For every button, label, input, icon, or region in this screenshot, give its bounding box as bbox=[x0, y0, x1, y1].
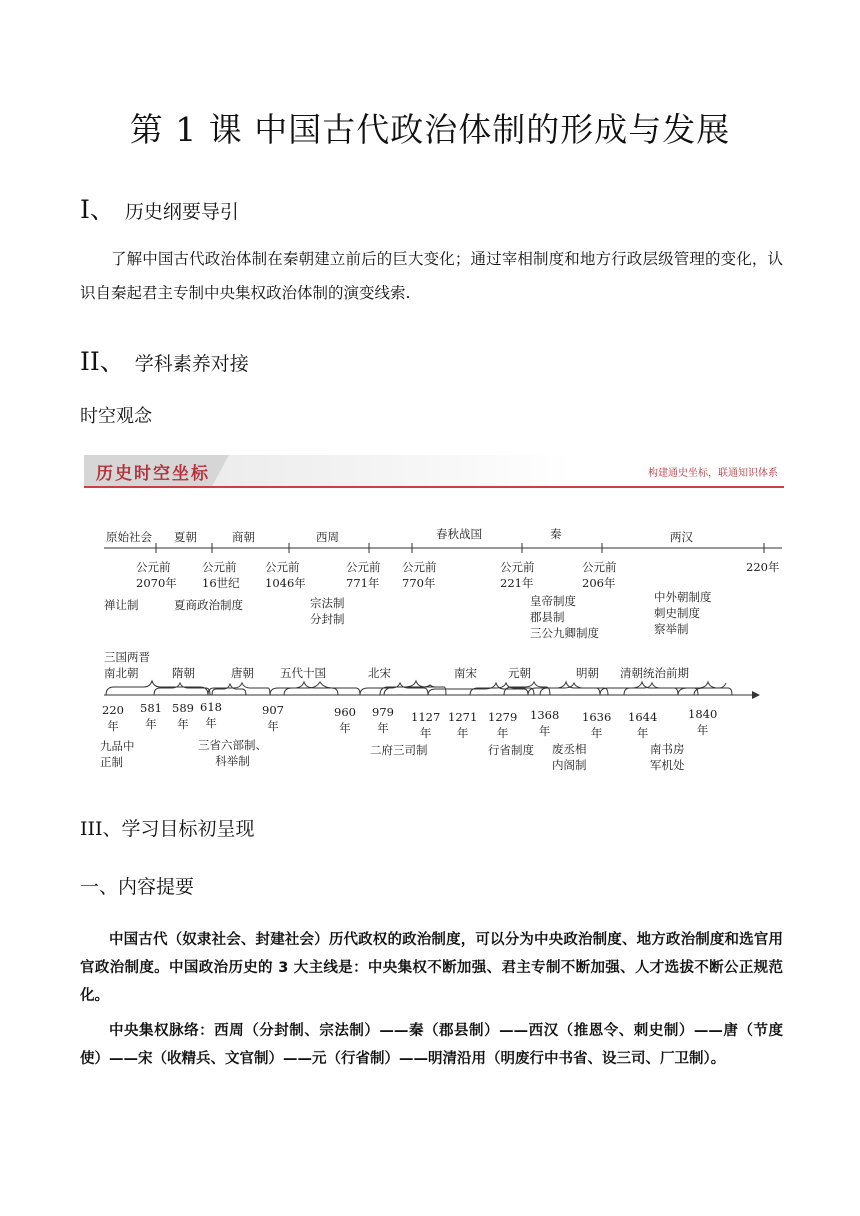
period-label: 南宋 bbox=[454, 666, 477, 680]
date-label: 公元前 221年 bbox=[500, 560, 535, 590]
system-label: 南书房 军机处 bbox=[650, 742, 685, 772]
date-label: 1840 年 bbox=[688, 707, 718, 737]
period-label: 隋朝 bbox=[172, 666, 195, 680]
date-label: 589 年 bbox=[172, 701, 194, 731]
date-label: 1636 年 bbox=[582, 710, 612, 740]
summary-paragraph-2: 中央集权脉络：西周（分封制、宗法制）——秦（郡县制）——西汉（推恩令、刺史制）——唐（节度使）——宋（收精兵、文官制）——元（行省制）——明清沿用（明废行中书省、设三司、厂卫制）。 bbox=[80, 1023, 783, 1067]
date-label: 公元前 16世纪 bbox=[202, 560, 240, 590]
period-label: 元朝 bbox=[508, 666, 531, 680]
intro-paragraph: 了解中国古代政治体制在秦朝建立前后的巨大变化；通过宰相制度和地方行政层级管理的变化，认识自秦起君主专制中央集权政治体制的演变线索. bbox=[80, 250, 783, 302]
period-label: 西周 bbox=[316, 530, 339, 544]
date-label: 公元前 206年 bbox=[582, 560, 617, 590]
system-label: 废丞相 内阁制 bbox=[552, 742, 587, 772]
period-label: 北宋 bbox=[368, 666, 391, 680]
summary-paragraph-1: 中国古代（奴隶社会、封建社会）历代政权的政治制度，可以分为中央政治制度、地方政治制度和选官用官政治制度。中国政治历史的 3 大主线是：中央集权不断加强、君主专制不断加强、人才选拔不断公正规范化。 bbox=[80, 932, 783, 1004]
date-label: 1127 年 bbox=[411, 710, 441, 740]
figure-header-subtitle: 构建通史坐标，联通知识体系 bbox=[648, 468, 778, 479]
date-label: 979 年 bbox=[372, 705, 394, 735]
date-label: 1271 年 bbox=[448, 710, 478, 740]
system-label: 夏商政治制度 bbox=[174, 598, 243, 612]
date-label: 960 年 bbox=[334, 705, 356, 735]
system-label: 九品中 正制 bbox=[100, 739, 135, 769]
period-label: 五代十国 bbox=[280, 666, 326, 680]
date-label: 581 年 bbox=[140, 701, 162, 731]
section-label: 历史纲要导引 bbox=[124, 201, 239, 223]
date-label: 公元前 771年 bbox=[346, 560, 381, 590]
period-label: 商朝 bbox=[232, 530, 255, 544]
date-label: 1644 年 bbox=[628, 710, 658, 740]
system-label: 皇帝制度 郡县制 三公九卿制度 bbox=[530, 594, 599, 640]
date-label: 1368 年 bbox=[530, 708, 560, 738]
date-label: 220年 bbox=[746, 560, 780, 574]
system-label: 行省制度 bbox=[488, 743, 534, 757]
figure-header-title: 历史时空坐标 bbox=[96, 464, 210, 484]
period-label: 夏朝 bbox=[174, 530, 197, 544]
date-label: 公元前 1046年 bbox=[265, 560, 306, 590]
section-heading-guide bbox=[80, 190, 239, 226]
system-label: 禅让制 bbox=[104, 598, 139, 612]
date-label: 公元前 770年 bbox=[402, 560, 437, 590]
period-label: 清朝统治前期 bbox=[620, 666, 689, 680]
page-title: 第 1 课 中国古代政治体制的形成与发展 bbox=[129, 110, 731, 149]
system-label: 三省六部制、 科举制 bbox=[198, 738, 267, 768]
timeline-figure bbox=[84, 455, 784, 775]
section-number: I、 bbox=[80, 195, 115, 224]
period-label: 春秋战国 bbox=[436, 527, 482, 541]
period-label: 原始社会 bbox=[106, 530, 152, 544]
system-label: 宗法制 分封制 bbox=[310, 596, 345, 626]
subheading-time-space: 时空观念 bbox=[80, 406, 152, 427]
section-heading-goals: III、学习目标初呈现 bbox=[80, 818, 255, 840]
section-heading-literacy bbox=[80, 342, 249, 378]
period-label: 明朝 bbox=[576, 666, 599, 680]
system-label: 中外朝制度 刺史制度 察举制 bbox=[654, 590, 712, 636]
section-number: II、 bbox=[80, 347, 125, 376]
date-label: 公元前 2070年 bbox=[136, 560, 177, 590]
period-label: 两汉 bbox=[670, 530, 693, 544]
section-label: 学科素养对接 bbox=[134, 353, 249, 375]
date-label: 618 年 bbox=[200, 700, 222, 730]
date-label: 220 年 bbox=[102, 703, 124, 733]
period-label: 唐朝 bbox=[231, 666, 254, 680]
system-label: 二府三司制 bbox=[370, 743, 428, 757]
subheading-content: 一、内容提要 bbox=[80, 876, 195, 898]
period-label: 秦 bbox=[550, 527, 562, 541]
date-label: 1279 年 bbox=[488, 710, 518, 740]
date-label: 907 年 bbox=[262, 703, 284, 733]
period-label: 三国两晋 南北朝 bbox=[104, 650, 150, 680]
